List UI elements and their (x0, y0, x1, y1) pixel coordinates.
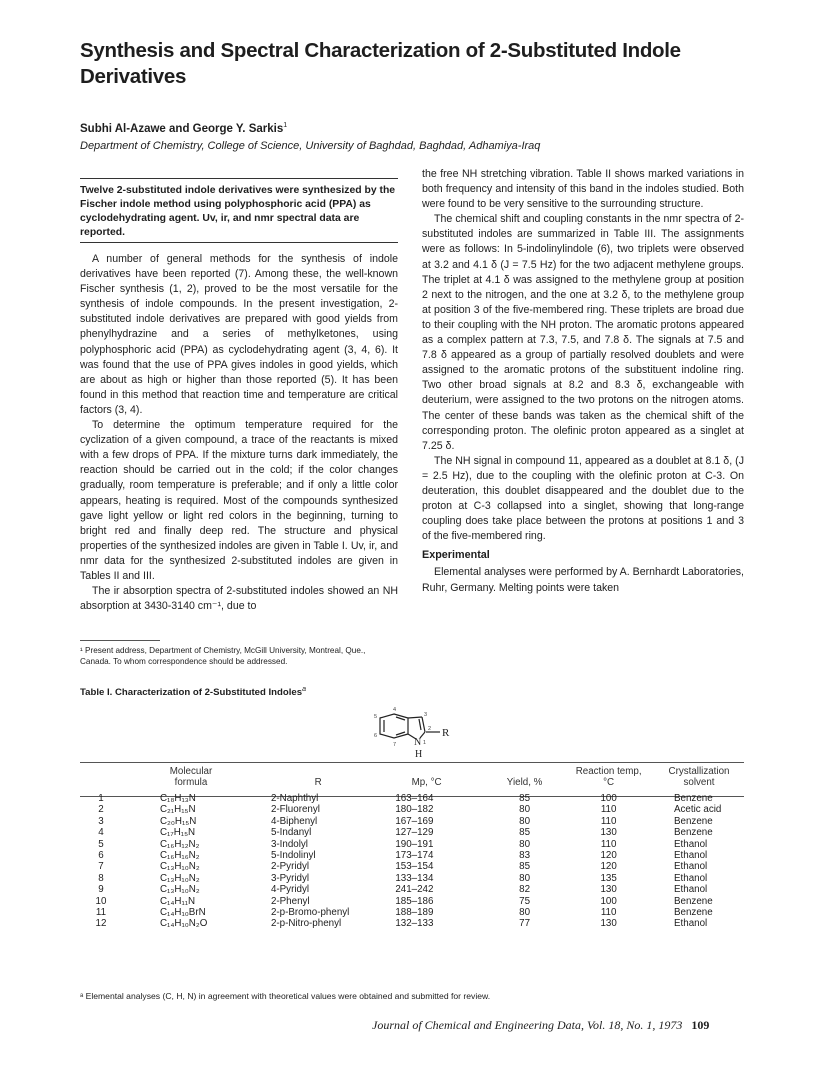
table-cell: 3-Indolyl (270, 838, 308, 850)
header-text: Reaction temp, °C (575, 766, 642, 788)
paragraph: To determine the optimum temperature required for the cyclization of a given compound, a trace of the reactants is mixed with a few drops of PPA. If the mixture turns dark immediately, the reaction should be carried out in the cold; if the color changes gradually, room temperature is preferable; and if only a little color appears, heating is required. Most of the compounds synthesized gave light yellow or light red colors in the beginning, turning to bright red and finally deep red. The structure and physical properties of the synthesized indoles are given in Table I. Uv, ir, and nmr data for the synthesized 2-substituted indoles are given in Tables II and III. (80, 419, 398, 582)
table-cell: C₁₃H₁₀N₂ (159, 861, 200, 873)
abstract-top-rule (80, 178, 398, 179)
table-cell: 2-p-Bromo-phenyl (270, 907, 350, 919)
table-cell: 85 (519, 861, 531, 873)
column-header (486, 766, 563, 793)
inner-bond (396, 717, 405, 720)
left-column (80, 252, 398, 614)
table-cell: 190–191 (395, 838, 434, 850)
table-cell: 11 (95, 907, 107, 919)
table-cell: Ethanol (674, 918, 708, 930)
table-cell: 4-Pyridyl (270, 884, 310, 896)
header-text: Yield, % (506, 777, 543, 788)
table-cell: 133–134 (395, 872, 434, 884)
table-cell: 2-p-Nitro-phenyl (270, 918, 342, 930)
paragraph: A number of general methods for the synthesis of indole derivatives have been reported (7). Among these, the well-known Fischer synthesis (1, 2), proved to be the most versatile for the synthesis of indole compounds. In the present investigation, 2-substituted indole derivatives are prepared with good yields from phenylhydrazine and a series of methylketones, using polyphosphoric acid (PPA) as cyclodehydrating agent (3, 4, 6). It was found that the use of PPA gives indoles in good yields, which are about as high or higher than those reported (5). It has been found in this method that reaction time and temperature are critical factors (3, 4). (80, 253, 398, 416)
table-cell: 135 (600, 872, 617, 884)
table-cell: 80 (519, 838, 531, 850)
table-cell: C₁₄H₁₀BrN (159, 907, 206, 919)
table-cell: Ethanol (674, 884, 708, 896)
table-cell: C₁₈H₁₃N (159, 793, 196, 804)
table-cell: Ethanol (674, 838, 708, 850)
table-cell: 120 (600, 850, 617, 862)
table-cell: C₁₇H₁₅N (159, 827, 196, 839)
table-cell: 12 (95, 918, 107, 930)
table-cell: 167–169 (395, 815, 434, 827)
table-cell: C₂₁H₁₅N (159, 804, 196, 816)
table-cell: 4-Biphenyl (270, 815, 318, 827)
table-row (80, 804, 744, 815)
table-cell: Benzene (674, 895, 713, 907)
paragraph: The ir absorption spectra of 2-substituted indoles showed an NH absorption at 3430-3140 cm⁻¹, due to (80, 585, 398, 613)
position-label: 6 (374, 733, 378, 739)
journal-name: Journal of Chemical and Engineering Data, (372, 1018, 584, 1032)
affiliation: Department of Chemistry, College of Science, University of Baghdad, Baghdad, Adhamiya-Iraq (80, 140, 541, 152)
authors-text: Subhi Al-Azawe and George Y. Sarkis (80, 122, 284, 135)
table-cell: 2-Pyridyl (270, 861, 310, 873)
table-cell: 110 (600, 907, 617, 919)
indole-structure-diagram (360, 704, 480, 760)
table-cell: 100 (600, 793, 617, 804)
footnote-rule (80, 640, 160, 641)
table-cell: 7 (98, 861, 104, 873)
column-header (80, 766, 122, 793)
author-list (80, 122, 287, 135)
column-header (563, 766, 654, 793)
column-header (654, 766, 744, 793)
table-cell: 82 (519, 884, 531, 896)
table-cell: 80 (519, 815, 531, 827)
h-label: H (415, 749, 423, 760)
header-text: Crystallization solvent (668, 766, 730, 788)
table-header-row (80, 766, 744, 793)
table-cell: 2-Fluorenyl (270, 804, 320, 816)
r-label: R (442, 727, 450, 739)
table-row (80, 907, 744, 918)
table-cell: Benzene (674, 793, 713, 804)
position-label: 2 (428, 726, 432, 732)
table-1 (80, 766, 744, 930)
table-cell: 5 (98, 838, 104, 850)
table-cell: 188–189 (395, 907, 434, 919)
journal-volume: Vol. 18, No. 1, 1973 (586, 1018, 683, 1032)
table-cell: 241–242 (395, 884, 434, 896)
table-body (80, 793, 744, 930)
table-cell: 77 (519, 918, 531, 930)
table-cell: C₁₄H₁₁N (159, 895, 196, 907)
table-cell: 85 (519, 827, 531, 839)
table-cell: Ethanol (674, 861, 708, 873)
abstract: Twelve 2-substituted indole derivatives were synthesized by the Fischer indole method using polyphosphoric acid (PPA) as cyclodehydrating agent. Uv, ir, and nmr spectral data are reported. (80, 185, 396, 238)
table-footnote: ᵃ Elemental analyses (C, H, N) in agreement with theoretical values were obtained and submitted for review. (80, 991, 491, 1001)
paragraph: the free NH stretching vibration. Table II shows marked variations in both frequency and intensity of this band in the indoles studied. Both were found to be very sensitive to the surrounding structure. (422, 168, 744, 211)
table-cell: 180–182 (395, 804, 434, 816)
column-header: R (314, 777, 322, 788)
table-cell: C₁₃H₁₀N₂ (159, 884, 200, 896)
table-cell: 5-Indanyl (270, 827, 312, 839)
table-cell: 6 (98, 850, 104, 862)
table-cell: 2 (98, 804, 104, 816)
column-header (122, 766, 269, 793)
c3-bond (408, 717, 422, 718)
page-number: 109 (691, 1018, 710, 1032)
position-label: 1 (423, 740, 427, 746)
table-cell: 5-Indolinyl (270, 850, 316, 862)
position-label: 5 (374, 714, 378, 720)
table-cell: Benzene (674, 907, 713, 919)
table-row (80, 816, 744, 827)
header-text: Molecular formula (169, 766, 213, 788)
table-cell: Benzene (674, 815, 713, 827)
section-heading-experimental: Experimental (422, 549, 490, 562)
table-cell: 85 (519, 793, 531, 804)
table-cell: 185–186 (395, 895, 434, 907)
journal-footer (372, 1018, 709, 1033)
table-cell: 75 (519, 895, 531, 907)
article-title: Synthesis and Spectral Characterization of 2-Substituted Indole Derivatives (80, 39, 681, 88)
table-cell: Benzene (674, 827, 713, 839)
table-cell: Ethanol (674, 872, 708, 884)
table-cell: 80 (519, 804, 531, 816)
table-cell: Acetic acid (674, 804, 722, 816)
table-cell: C₁₄H₁₀N₂O (159, 918, 208, 930)
table-cell: 120 (600, 861, 617, 873)
author-footnote-mark: 1 (283, 122, 288, 129)
table-cell: 130 (600, 884, 617, 896)
table-cell: 110 (600, 815, 617, 827)
position-label: 7 (393, 742, 397, 748)
table-cell: 153–154 (395, 861, 434, 873)
table-caption (80, 686, 306, 698)
table-cell: 110 (600, 838, 617, 850)
table-row (80, 884, 744, 895)
paragraph: The chemical shift and coupling constants in the nmr spectra of 2-substituted indoles are summarized in Table III. The assignments were as follows: In 5-indolinylindole (6), two triplets were observed at 3.2 and 4.1 δ (J = 7.5 Hz) for the two adjacent methylene groups. The triplet at 4.1 δ was assigned to the methylene group at position 2 next to the nitrogen, and the one at 3.2 δ, to the methylene group at position 3 of the five-membered ring. These triplets are broad due to their coupling with the NH proton. The aromatic protons appeared as a complex pattern at 7.3, 7.5, and 7.8 δ. The signals at 7.5 and 7.8 δ appeared as a group of partially resolved doublets and were assigned to the aromatic protons of the substituent indoline ring. Two other broad signals at 8.2 and 8.3 δ, exchangeable with deuterium, were assigned to the two protons on the nitrogen atoms. The center of these bands was taken as the chemical shift of the corresponding proton. The olefinic proton appeared as a singlet at 7.25 δ. (422, 213, 744, 452)
table-cell: 4 (98, 827, 104, 839)
position-label: 4 (393, 707, 397, 713)
table-cell: Ethanol (674, 850, 708, 862)
table-cell: C₂₀H₁₅N (159, 815, 197, 827)
inner-bond (396, 732, 405, 735)
author-footnote: ¹ Present address, Department of Chemistry, McGill University, Montreal, Que., Canada. To whom correspondence should be addressed. (80, 646, 366, 666)
table-row (80, 873, 744, 884)
table-row (80, 861, 744, 872)
table-cell: 163–164 (395, 793, 434, 804)
table-cell: 2-Phenyl (270, 895, 310, 907)
table-row (80, 839, 744, 850)
table-row (80, 827, 744, 838)
right-column (422, 167, 744, 596)
paragraph: Elemental analyses were performed by A. Bernhardt Laboratories, Ruhr, Germany. Melting points were taken (422, 566, 744, 594)
c2-c3-bond (422, 717, 425, 732)
paragraph: The NH signal in compound 11, appeared as a doublet at 8.1 δ, (J = 2.5 Hz), due to the coupling with the olefinic proton at C-3. On deuteration, this doublet disappeared and the doublet due to the proton at C-3 collapsed into a singlet, showing that long-range coupling does take place between the protons at positions 1 and 3 of the five-membered ring. (422, 454, 744, 543)
table-cell: 110 (600, 804, 617, 816)
table-cell: C₁₆H₁₂N₂ (159, 838, 200, 850)
table-cell: 130 (600, 918, 617, 930)
table-cell: 80 (519, 907, 531, 919)
table-cell: 8 (98, 872, 104, 884)
table-row (80, 793, 744, 804)
table-cell: 83 (519, 850, 531, 862)
double-bond (419, 719, 421, 730)
table-cell: C₁₃H₁₀N₂ (159, 872, 200, 884)
table-cell: 9 (98, 884, 104, 896)
table-cell: 3 (98, 815, 104, 827)
table-row (80, 850, 744, 861)
table-cell: 100 (600, 895, 617, 907)
table-cell: 127–129 (395, 827, 434, 839)
table-row (80, 896, 744, 907)
table-caption-text: Table I. Characterization of 2-Substituted Indoles (80, 687, 303, 699)
table-cell: 173–174 (395, 850, 434, 862)
abstract-bottom-rule (80, 242, 398, 243)
column-header: Mp, °C (411, 777, 442, 788)
n-label: N (414, 737, 422, 748)
table-cell: 2-Naphthyl (270, 793, 319, 804)
position-label: 3 (424, 712, 428, 718)
table-cell: 80 (519, 872, 531, 884)
table-cell: 132–133 (395, 918, 434, 930)
table-caption-mark: a (302, 686, 307, 693)
table-cell: 1 (98, 793, 104, 804)
table-cell: 130 (600, 827, 617, 839)
table-top-rule (80, 762, 744, 763)
table-row (80, 918, 744, 929)
table-cell: 10 (95, 895, 107, 907)
table-cell: 3-Pyridyl (270, 872, 310, 884)
table-cell: C₁₆H₁₆N₂ (159, 850, 200, 862)
